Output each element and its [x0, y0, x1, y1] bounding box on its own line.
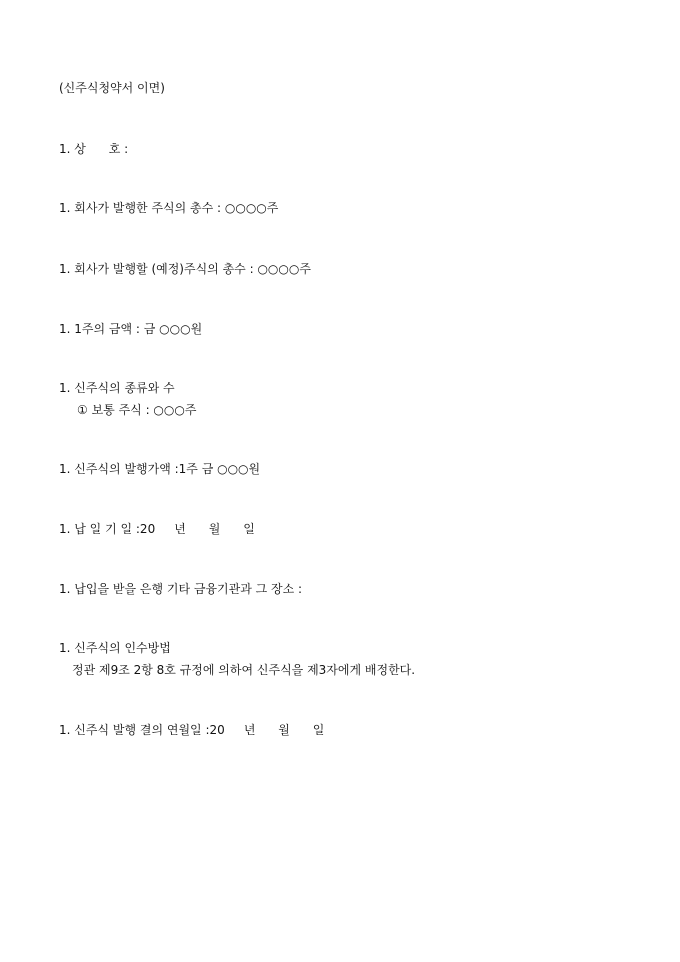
item-share-class-sub: ① 보통 주식 : ○○○주 [77, 403, 197, 417]
document-title: (신주식청약서 이면) [59, 81, 165, 95]
item-total-authorized-shares: 1. 회사가 발행할 (예정)주식의 총수 : ○○○○주 [59, 262, 311, 276]
item-resolution-date: 1. 신주식 발행 결의 연월일 :20 년 월 일 [59, 723, 325, 737]
item-subscription-method: 1. 신주식의 인수방법 [59, 641, 171, 655]
item-issue-price: 1. 신주식의 발행가액 :1주 금 ○○○원 [59, 462, 261, 476]
item-share-class-count: 1. 신주식의 종류와 수 [59, 381, 175, 395]
item-payment-date: 1. 납 일 기 일 :20 년 월 일 [59, 522, 255, 536]
item-total-issued-shares: 1. 회사가 발행한 주식의 총수 : ○○○○주 [59, 201, 279, 215]
item-par-value: 1. 1주의 금액 : 금 ○○○원 [59, 322, 203, 336]
item-subscription-method-sub: 정관 제9조 2항 8호 규정에 의하여 신주식을 제3자에게 배정한다. [72, 663, 416, 677]
item-payment-bank: 1. 납입을 받을 은행 기타 금융기관과 그 장소 : [59, 582, 303, 596]
item-trade-name: 1. 상 호 : [59, 142, 129, 156]
